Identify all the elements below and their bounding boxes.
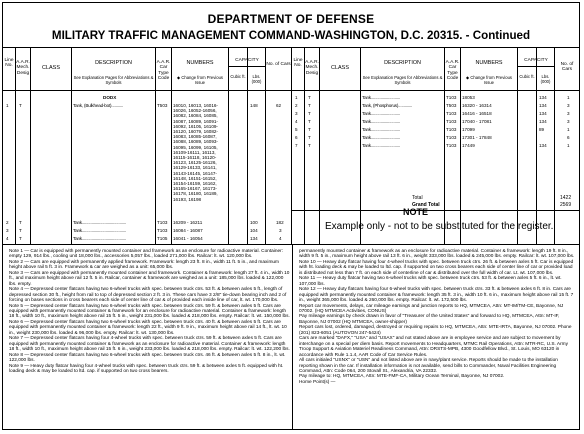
row-cars: 3 bbox=[567, 119, 570, 124]
grand-total-value: 2569 bbox=[560, 202, 572, 208]
row-numbers: 18053 bbox=[462, 95, 475, 100]
row-car-type: T105 bbox=[157, 236, 168, 241]
row-car-type: T103 bbox=[446, 119, 457, 124]
capacity-rule bbox=[228, 66, 265, 67]
row-mech: T bbox=[308, 119, 311, 124]
row-car-type: T103 bbox=[157, 220, 168, 225]
row-cars: 4 bbox=[279, 236, 282, 241]
header-aar-mech: A.A.R. Mech. Desig bbox=[16, 60, 30, 76]
header-line-no: Line No. bbox=[293, 58, 303, 69]
row-numbers: 16010, 16013, 16016-16026, 16052-16056, 16082, 16084, 16085, 16087, 16089, 16091-16092, 16105, 16109-16120, 16079, 16082-16083, 16085-16087, 16088, 16089, 16093-16095, 16099, 16105, 16109-16111, 16113, 16115-16118, 16120-16123, 16125-16126, 16129-16133, 16141, 16143-16145, 16147-16148, 16151-16152, 16154-16159, 16162, 16165-16167, 16173-16178, 16180, 16189, 16193, 16198 bbox=[173, 103, 218, 202]
header-lbs: Lbs. (000) bbox=[251, 74, 262, 85]
header-description: DESCRIPTION bbox=[384, 60, 421, 66]
header-numbers: NUMBERS bbox=[475, 60, 503, 66]
total-value: 1422 bbox=[560, 195, 572, 201]
row-lbs: 134 bbox=[250, 236, 258, 241]
row-numbers: 16041 - 16054 bbox=[173, 236, 203, 241]
row-line: 2 bbox=[295, 103, 298, 108]
row-car-type: T103 bbox=[446, 111, 457, 116]
row-line: 3 bbox=[295, 111, 298, 116]
header-numbers: NUMBERS bbox=[186, 60, 214, 66]
row-mech: T bbox=[308, 95, 311, 100]
row-mech: T bbox=[308, 127, 311, 132]
row-numbers: 17301 - 17848 bbox=[462, 135, 492, 140]
notes-left-column: Note 1 — Car is equipped with permanently mounted container and framework as an enclosure for radioactive material. Container: empty 129, 914 lbs., cooling unit 18,000 lbs., accessories 5,057 lbs., loaded 271,000 lbs. Railcar: lt. wt. 120,000 lbs. Note 2 — Cars are equipped with permanently applied framework. Framework: length 23 ft. 8 in., width 11 ft. 5 in., and maximum height above rail 5 ft. 3 in. Framework & car are weighed as a unit: 65,000 lbs. Note 3 — Cars are equipped with permanently mounted container and framework. Container & framework: length 27 ft. 4 in., width 10 ft., and maximum height above rail 12 ft. 5 in. Railcar, container & framework are weighed as a unit: 185,000 lbs. loaded & 122,000 lbs. empty. Note 4 — Depressed center flatcars having two 6-wheel trucks with spec. between truck ctrs. 53 ft. & between axles 5 ft., length of depressed section 30 ft., height from rail to top of depressed section 2 ft. 3 in. These cars have 3 2/8" tie-down bearing inch and 2 of forcing on bases sections in cross bearers each side of center line of car & of provided each inside line of car, lt. wt. 170,000 lbs. Note 5 — Depressed center flatcars having two 6-wheel trucks with spec. between truck ctrs. 59 ft. & between axles 5 ft. Cars are equipped with permanently mounted container & framework for an enclosure for radioactive material. Container & framework: length 18 ft., width 10 ft., maximum height above rail 15 ft. 5 in., weight 231,000 lbs. loaded & 218,000 lbs. empty. Railcar: lt. wt. 150,000 lbs. Note 6 — Depressed center flatcars having two 6-wheel trucks with spec. between truck ctrs. 40 ft. & between axles 5 ft. Cars are equipped with permanently mounted container & framework: length 22 ft., width 9 ft. 9 in., maximum height above rail 14 ft., lt. wt. 10 in., weight 230,000 lbs. loaded & 96,000 lbs. empty. Railcar: lt. wt. 130,000 lbs. Note 7 — Depressed center flatcars having four 4-wheel trucks with spec. between truck ctrs. 59 ft. & between axles 5 ft. Cars are equipped with permanently mounted container & framework as an enclosure for radioactive material. Container & framework: length 18 ft., width 10 ft., maximum height above rail 15 ft. 6 in., weight 233,000 lbs. loaded & 218,000 lbs. empty. Railcar: lt. wt. 122,200 lbs. Note 8 — Depressed center flatcars having two 6-wheel trucks with spec. between truck ctrs. 46 ft. & between axles 5 ft. 8 in., lt. wt. 122,000 lbs. Note 9 — Heavy duty flatcar having four 4-wheel trucks with spec. between truck ctrs. 59 ft. & between axles 5 ft. equipped with ht. loading deck & may be loaded to ltd. cap. if supported on two cross bearers. bbox=[9, 249, 290, 374]
column-divider bbox=[15, 48, 16, 244]
row-description: Tank........................... bbox=[362, 111, 400, 116]
row-cars: 1 bbox=[567, 143, 570, 148]
header-numbers-sub: ◆ Change from Previous Issue bbox=[176, 75, 224, 86]
header-class: CLASS bbox=[41, 65, 61, 71]
row-mech: T bbox=[19, 220, 22, 225]
row-numbers: 17040 - 17081 bbox=[462, 119, 492, 124]
row-description: Tank......................................... bbox=[73, 236, 127, 241]
header-aar-mech: A.A.R. Mech. Desig bbox=[305, 60, 319, 76]
header-lbs: Lbs. (000) bbox=[540, 74, 551, 85]
header-no-of-cars: No. of Cars bbox=[560, 62, 574, 73]
column-divider bbox=[30, 48, 31, 244]
header-rule bbox=[3, 90, 292, 91]
row-lbs: 134 bbox=[539, 143, 547, 148]
note-heading: NOTE bbox=[403, 207, 429, 217]
row-cars: 3 bbox=[567, 111, 570, 116]
row-mech: T bbox=[308, 103, 311, 108]
row-numbers: 17099 bbox=[462, 127, 475, 132]
row-description: Tank, (Bulkhead-bot)........... bbox=[73, 103, 124, 108]
row-owner-mark: DODX bbox=[103, 95, 117, 100]
row-line: 6 bbox=[295, 135, 298, 140]
row-car-type: T103 bbox=[446, 143, 457, 148]
row-description: Tank......................................... bbox=[73, 228, 127, 233]
row-mech: T bbox=[308, 143, 311, 148]
row-car-type: T103 bbox=[446, 127, 457, 132]
notes-divider bbox=[292, 245, 293, 429]
row-lbs: 134 bbox=[539, 119, 547, 124]
row-description: Tank........................... bbox=[362, 127, 400, 132]
row-line: 1 bbox=[6, 103, 9, 108]
column-divider bbox=[554, 48, 555, 244]
row-description: Tank, (Phosphorus)............. bbox=[362, 103, 413, 108]
row-numbers: 17449 bbox=[462, 143, 475, 148]
header-car-type: A.A.R. Car Type Code bbox=[445, 60, 460, 82]
row-mech: T bbox=[19, 228, 22, 233]
row-lbs: 89 bbox=[539, 127, 545, 132]
row-line: 1 bbox=[295, 95, 298, 100]
row-cars: 182 bbox=[276, 220, 284, 225]
row-car-type: T503 bbox=[157, 103, 168, 108]
row-cars: 1 bbox=[567, 95, 570, 100]
row-cars: 3 bbox=[567, 103, 570, 108]
column-divider bbox=[319, 48, 320, 244]
header-cubic: Cubic ft. bbox=[519, 74, 535, 79]
left-register-table bbox=[3, 47, 292, 245]
row-car-type: T103 bbox=[446, 95, 457, 100]
row-car-type: T503 bbox=[446, 103, 457, 108]
header-capacity: CAPACITY bbox=[524, 58, 548, 63]
header-description-sub: See Explanation Pages for Abbreviations & Symbols bbox=[73, 75, 154, 86]
header-class: CLASS bbox=[330, 65, 350, 71]
header-description-sub: See Explanation Pages for Abbreviations & Symbols bbox=[362, 75, 443, 86]
row-description: Tank........................... bbox=[362, 135, 400, 140]
header-description: DESCRIPTION bbox=[95, 60, 132, 66]
department-title: DEPARTMENT OF DEFENSE bbox=[207, 12, 375, 26]
row-line: 3 bbox=[6, 228, 9, 233]
row-car-type: T103 bbox=[446, 135, 457, 140]
total-label: Total bbox=[412, 195, 423, 201]
right-register-table bbox=[292, 47, 579, 245]
row-mech: T bbox=[308, 135, 311, 140]
row-cars: 6 bbox=[567, 135, 570, 140]
header-capacity: CAPACITY bbox=[235, 58, 259, 63]
row-line: 2 bbox=[6, 220, 9, 225]
grand-total-label: Grand Total bbox=[412, 202, 440, 208]
header-cubic: Cubic ft. bbox=[230, 74, 246, 79]
row-mech: T bbox=[19, 103, 22, 108]
row-lbs: 134 bbox=[539, 95, 547, 100]
row-line: 4 bbox=[6, 236, 9, 241]
row-lbs: 104 bbox=[250, 228, 258, 233]
row-cars: 62 bbox=[276, 103, 282, 108]
column-divider bbox=[265, 48, 266, 244]
row-description: Tank......................................... bbox=[73, 220, 127, 225]
row-line: 5 bbox=[295, 127, 298, 132]
row-numbers: 16320 - 16314 bbox=[462, 103, 492, 108]
row-description: Tank........................... bbox=[362, 143, 400, 148]
header-no-of-cars: No. of Cars bbox=[266, 62, 291, 67]
header-numbers-sub: ◆ Change from Previous Issue bbox=[465, 75, 513, 86]
command-subtitle: MILITARY TRAFFIC MANAGEMENT COMMAND-WASHINGTON, D.C. 20315. - Continued bbox=[51, 29, 531, 42]
row-lbs: 134 bbox=[539, 103, 547, 108]
row-lbs: 134 bbox=[539, 111, 547, 116]
row-numbers: 16209 - 16211 bbox=[173, 220, 203, 225]
header-line-no: Line No. bbox=[4, 58, 14, 69]
header-car-type: A.A.R. Car Type Code bbox=[156, 60, 171, 82]
row-cars: 1 bbox=[567, 127, 570, 132]
row-mech: T bbox=[19, 236, 22, 241]
example-disclaimer: Example only - not to be substituted for the register. bbox=[325, 221, 554, 232]
capacity-rule bbox=[517, 66, 554, 67]
row-numbers: 16084 - 16087 bbox=[173, 228, 203, 233]
row-mech: T bbox=[308, 111, 311, 116]
row-description: Tank........................... bbox=[362, 95, 400, 100]
header-rule bbox=[292, 90, 579, 91]
row-line: 7 bbox=[295, 143, 298, 148]
row-lbs: 100 bbox=[250, 220, 258, 225]
row-description: Tank........................... bbox=[362, 119, 400, 124]
row-line: 4 bbox=[295, 119, 298, 124]
document-page bbox=[2, 2, 580, 430]
totals-rule bbox=[292, 210, 579, 211]
row-car-type: T103 bbox=[157, 228, 168, 233]
row-cars: 3 bbox=[279, 228, 282, 233]
column-divider bbox=[304, 48, 305, 244]
row-lbs: 148 bbox=[250, 103, 258, 108]
row-numbers: 16416 - 16518 bbox=[462, 111, 492, 116]
notes-right-column: permanently mounted container & framework as an enclosure for radioactive material. Container & framework: length 19 ft. 8 in., width 9 ft. 5 in., maximum height above rail 13 ft. 6 in., weight 333,000 lbs. loaded & 245,000 lbs. empty. Railcar: lt. wt. 107,000 lbs. Note 10 — Heavy duty flatcar having four 4-wheel trucks with spec. between truck ctrs. 26 ft. & between axles 5 ft. Car is equipped with ht. loading deck & may be loaded to ltd. cap. if supported on two cross bearers each side of center line of car or provided load is distributed not less than 7 ft. on each side of centerline of car & distributed over the full width of car. Lt. wt. 107,000 lbs. Note 11 — Heavy duty flatcar having two 6-wheel trucks with spec. between truck ctrs. 53 ft. & between axles 5 ft. 6 in., lt. wt. 107,000 lbs. Note 12 — Heavy duty flatcars having four 6-wheel trucks with spec. between truck ctrs. 33 ft. & between axles 6 ft. 8 in. Cars are equipped with permanently mounted container & framework: length 35 ft. 3 in., width 10 ft. 6 in., maximum height above rail 15 ft. 7 in., weight 365,000 lbs. loaded & 260,000 lbs. empty. Railcar: lt. wt. 172,500 lbs. Report car movements, delays, car mileage earnings and junction reports to HQ, MTMCEA, Attn: MT-IM/TM-CE, Bayonne, NJ 07002. (HQ MTMCEA Activities, CONUS) Pay mileage earnings by check drawn in favor of "Treasurer of the United States" and forward to HQ, MTMCEA, Attn: MT-IF, Bayonne, NJ 07002 (HQ MTMCEA, owner-shipper) Report cars lost, ordered, damaged, destroyed or requiring repairs to HQ, MTMCEA, Attn: MTE-IRTA, Bayonne, NJ 07002. Phone (201) 823-6051 (AUTOVON 247-5424) Cars are marked "DAFX," "USA" and "USAX" and not stated above are in employee service and are subject to movement by interchange on a special per diem basis. Report movements to Headquarters, MTMC Rail Operations, Attn: MTR-RC, U.S. Army Troop Support & Aviation Materiel Readiness Command, Attn: DRSTS-MPB, 4300 Goodfellow Blvd., St. Louis, MO 63120 in accordance with Rule 1.1.4, AAR Code of Car Service Rules. All cars initialed "USNX" or "USN" and not listed above are in navy/plant service. Reports should be made to the installation reporting shown in the car. If installation information is not available, send bills to Commander, Naval Facilities Engineering Command, Attn: Code 064, 200 Stovall St., Alexandria, VA 22332. Pay mileage to: HQ, MTMCEA, Attn: MTE-FMF-CA, Military Ocean Terminal, Bayonne, NJ 07002. Home Point(s) — bbox=[299, 249, 575, 385]
